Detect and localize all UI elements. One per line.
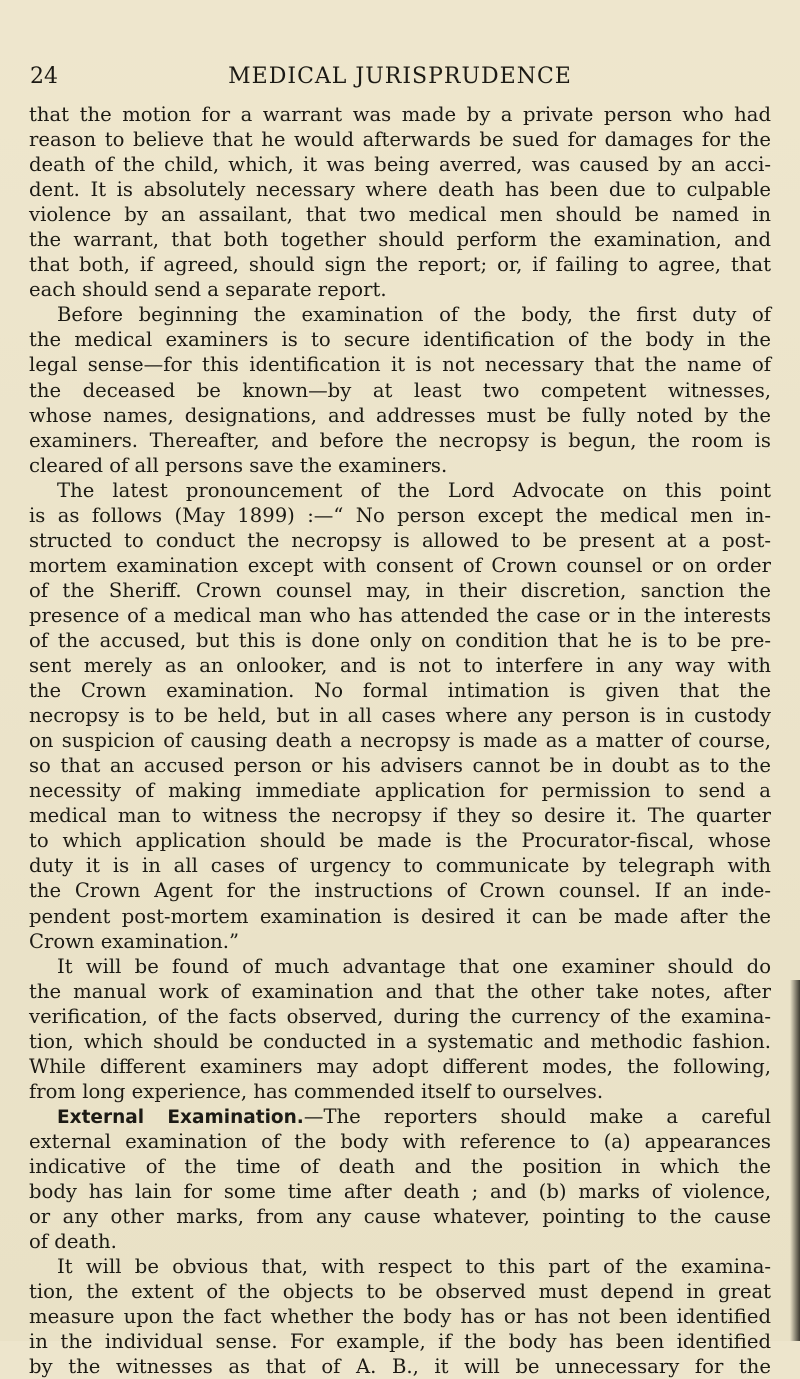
- text-line: so that an accused person or his advisers cannot be in doubt as to the: [29, 754, 771, 778]
- text-line: violence by an assailant, that two medical men should be named in: [29, 203, 771, 227]
- section-heading: External Examination.: [57, 1106, 304, 1128]
- running-title: MEDICAL JURISPRUDENCE: [228, 64, 572, 89]
- text-line: tion, which should be conducted in a systematic and methodic fashion.: [29, 1029, 771, 1053]
- text-line: that both, if agreed, should sign the report; or, if failing to agree, that: [29, 253, 771, 277]
- text-line: of the Sheriff. Crown counsel may, in their discretion, sanction the: [29, 578, 771, 602]
- text-line: indicative of the time of death and the position in which the: [29, 1154, 771, 1178]
- text-line: the manual work of examination and that the other take notes, after: [29, 979, 771, 1003]
- text-line: Crown examination.”: [29, 929, 240, 953]
- text-line: It will be obvious that, with respect to this part of the examina-: [57, 1255, 771, 1279]
- text-line: the Crown examination. No formal intimation is given that the: [29, 679, 771, 703]
- text-line: whose names, designations, and addresses must be fully noted by the: [29, 403, 771, 427]
- text-line: medical man to witness the necropsy if they so desire it. The quarter: [29, 804, 771, 828]
- text-line: structed to conduct the necropsy is allowed to be present at a post-: [29, 528, 771, 552]
- text-line: duty it is in all cases of urgency to communicate by telegraph with: [29, 854, 771, 878]
- page-number: 24: [30, 64, 58, 89]
- text-line: verification, of the facts observed, during the currency of the examina-: [29, 1004, 771, 1028]
- text-line: or any other marks, from any cause whatever, pointing to the cause: [29, 1205, 771, 1229]
- text-line: in the individual sense. For example, if the body has been identified: [29, 1330, 771, 1354]
- text-line: that the motion for a warrant was made by a private person who had: [29, 103, 771, 126]
- text-line: necropsy is to be held, but in all cases where any person is in custody: [29, 704, 771, 728]
- text-line: The latest pronouncement of the Lord Advocate on this point: [57, 478, 771, 502]
- section-heading-text: —The reporters should make a careful: [303, 1104, 771, 1128]
- text-line: measure upon the fact whether the body has or has not been identified: [29, 1305, 771, 1329]
- text-line: tion, the extent of the objects to be observed must depend in great: [29, 1280, 771, 1304]
- text-line: the deceased be known—by at least two competent witnesses,: [29, 378, 771, 402]
- running-header: [30, 62, 770, 92]
- text-line: by the witnesses as that of A. B., it will be unnecessary for the: [29, 1355, 771, 1379]
- text-line: presence of a medical man who has attended the case or in the interests: [29, 603, 771, 627]
- text-line: to which application should be made is the Procurator-fiscal, whose: [29, 829, 771, 853]
- text-line: dent. It is absolutely necessary where death has been due to culpable: [29, 178, 771, 202]
- text-line: the Crown Agent for the instructions of Crown counsel. If an inde-: [29, 879, 771, 903]
- text-line: cleared of all persons save the examiners.: [29, 453, 448, 477]
- text-line: necessity of making immediate application for permission to send a: [29, 779, 771, 803]
- text-line: death of the child, which, it was being averred, was caused by an acci-: [29, 153, 771, 177]
- text-line: from long experience, has commended itself to ourselves.: [29, 1079, 604, 1103]
- text-line: [29, 1104, 771, 1129]
- text-line: sent merely as an onlooker, and is not to interfere in any way with: [29, 654, 771, 678]
- page-edge-shadow: [790, 980, 800, 1341]
- text-line: It will be found of much advantage that one examiner should do: [57, 954, 771, 978]
- text-line: the warrant, that both together should perform the examination, and: [29, 228, 771, 252]
- text-line: mortem examination except with consent of Crown counsel or on order: [29, 553, 771, 577]
- text-line: legal sense—for this identification it is not necessary that the name of: [29, 353, 771, 377]
- text-line: Before beginning the examination of the body, the first duty of: [57, 303, 771, 327]
- text-line: on suspicion of causing death a necropsy is made as a matter of course,: [29, 729, 771, 753]
- text-line: each should send a separate report.: [29, 278, 387, 302]
- text-line: reason to believe that he would afterwards be sued for damages for the: [29, 128, 771, 152]
- text-line: body has lain for some time after death ; and (b) marks of violence,: [29, 1180, 771, 1204]
- text-line: of death.: [29, 1230, 117, 1254]
- body-text: [29, 102, 771, 1379]
- text-line: pendent post-mortem examination is desired it can be made after the: [29, 904, 771, 928]
- text-line: external examination of the body with reference to (a) appearances: [29, 1129, 771, 1153]
- text-line: is as follows (May 1899) :—“ No person except the medical men in-: [29, 503, 771, 527]
- text-line: of the accused, but this is done only on condition that he is to be pre-: [29, 628, 771, 652]
- text-line: While different examiners may adopt different modes, the following,: [29, 1054, 771, 1078]
- text-line: examiners. Thereafter, and before the necropsy is begun, the room is: [29, 428, 771, 452]
- text-line: the medical examiners is to secure identification of the body in the: [29, 328, 771, 352]
